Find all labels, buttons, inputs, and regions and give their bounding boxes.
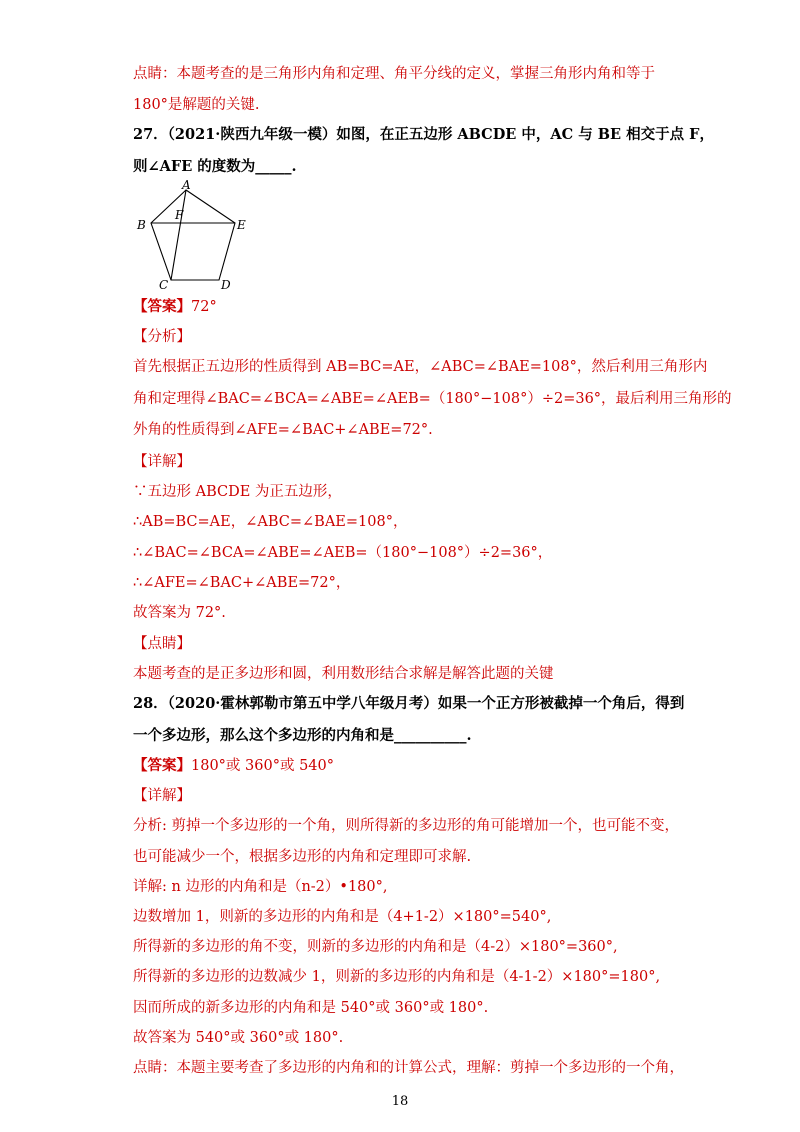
text-line: 一个多边形，那么这个多边形的内角和是__________. bbox=[133, 727, 472, 744]
answer-tag: 【答案】 bbox=[133, 298, 191, 315]
label-d: D bbox=[221, 278, 231, 290]
text-line: 分析: 剪掉一个多边形的一个角，则所得新的多边形的角可能增加一个，也可能不变， bbox=[133, 818, 679, 834]
answer-value: 180°或 360°或 540° bbox=[191, 758, 334, 774]
text-line: ∴∠AFE=∠BAC+∠ABE=72°， bbox=[133, 575, 351, 591]
text-line: 外角的性质得到∠AFE=∠BAC+∠ABE=72°. bbox=[133, 422, 433, 438]
text-line: 则∠AFE 的度数为_____. bbox=[133, 158, 297, 175]
text-line: 【点睛】 bbox=[133, 636, 191, 652]
text-line: 也可能减少一个，根据多边形的内角和定理即可求解. bbox=[133, 849, 472, 865]
text-line: 点睛：本题考查的是三角形内角和定理、角平分线的定义，掌握三角形内角和等于 bbox=[133, 66, 655, 82]
answer-value: 72° bbox=[191, 299, 217, 315]
text-line: ∴AB=BC=AE，∠ABC=∠BAE=108°， bbox=[133, 514, 408, 530]
text-line: 180°是解题的关键. bbox=[133, 97, 260, 113]
text-line: 故答案为 72°. bbox=[133, 605, 226, 621]
label-b: B bbox=[137, 218, 146, 232]
text-line: 本题考查的是正多边形和圆，利用数形结合求解是解答此题的关键 bbox=[133, 666, 554, 682]
text-line: 27．（2021·陕西九年级一模）如图，在正五边形 ABCDE 中，AC 与 BE 相交于点 F， bbox=[133, 126, 714, 143]
text-line: 详解: n 边形的内角和是（n-2）•180°, bbox=[133, 879, 388, 895]
text-line: 边数增加 1，则新的多边形的内角和是（4+1-2）×180°=540°, bbox=[133, 909, 552, 925]
pentagon-figure bbox=[133, 178, 248, 290]
page-number: 18 bbox=[391, 1094, 409, 1109]
label-f: F bbox=[175, 208, 184, 222]
text-line: 【分析】 bbox=[133, 329, 191, 345]
text-line: 故答案为 540°或 360°或 180°. bbox=[133, 1030, 344, 1046]
label-c: C bbox=[159, 278, 169, 290]
text-line bbox=[133, 297, 217, 317]
text-line: 角和定理得∠BAC=∠BCA=∠ABE=∠AEB=（180°−108°）÷2=36°，最后利用三角形的 bbox=[133, 391, 732, 407]
text-line: ∵五边形 ABCDE 为正五边形， bbox=[133, 484, 342, 500]
text-line: 点睛：本题主要考查了多边形的内角和的计算公式，理解：剪掉一个多边形的一个角， bbox=[133, 1060, 684, 1076]
text-line: 【详解】 bbox=[133, 788, 191, 804]
text-line: 因而所成的新多边形的内角和是 540°或 360°或 180°. bbox=[133, 1000, 489, 1016]
text-line: ∴∠BAC=∠BCA=∠ABE=∠AEB=（180°−108°）÷2=36°， bbox=[133, 545, 553, 561]
text-line: 首先根据正五边形的性质得到 AB=BC=AE，∠ABC=∠BAE=108°，然后利用三角形内 bbox=[133, 359, 708, 375]
text-line: 28．（2020·霍林郭勒市第五中学八年级月考）如果一个正方形被截掉一个角后，得到 bbox=[133, 695, 685, 712]
text-line: 所得新的多边形的角不变，则新的多边形的内角和是（4-2）×180°=360°, bbox=[133, 939, 618, 955]
text-line: 【详解】 bbox=[133, 454, 191, 470]
answer-tag: 【答案】 bbox=[133, 757, 191, 774]
label-e: E bbox=[237, 218, 246, 232]
label-a: A bbox=[182, 178, 191, 192]
text-line bbox=[133, 756, 334, 776]
text-line: 所得新的多边形的边数减少 1，则新的多边形的内角和是（4-1-2）×180°=180°, bbox=[133, 969, 661, 985]
